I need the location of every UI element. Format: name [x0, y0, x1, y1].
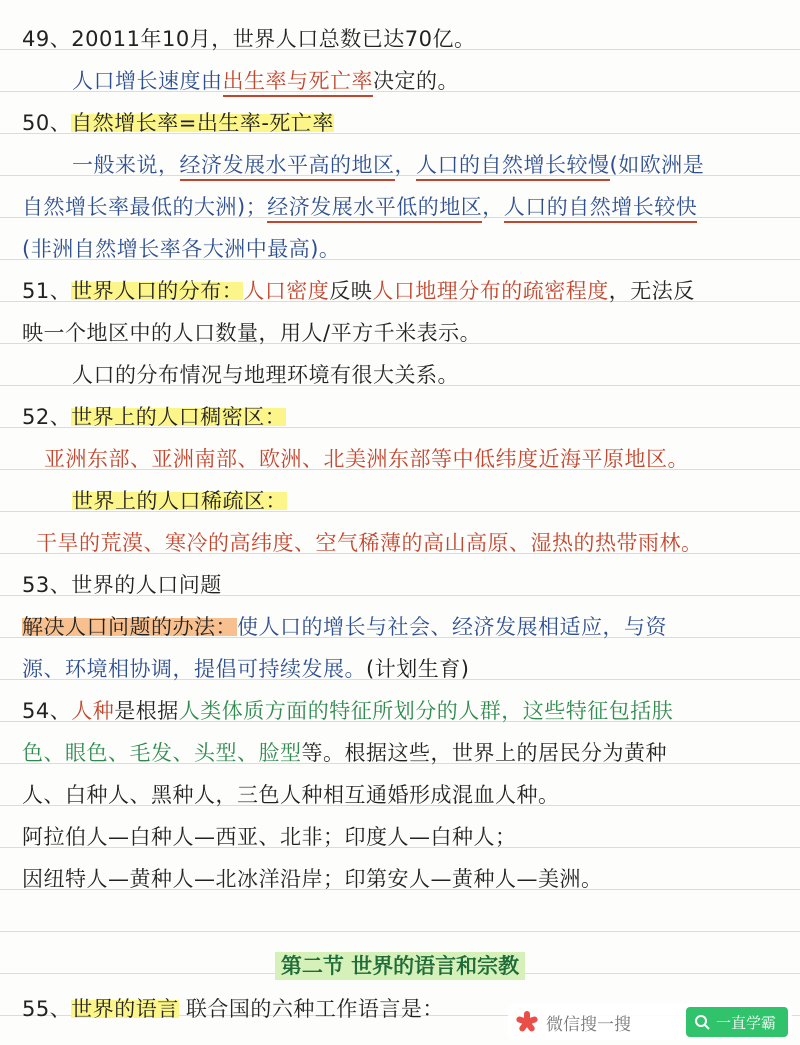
note-line [22, 690, 784, 732]
note-text-segment: 世界人口的分布： [71, 279, 244, 303]
note-text-segment: 一般来说， [72, 153, 180, 177]
note-line [22, 774, 784, 816]
note-line [22, 816, 784, 858]
note-text-segment: 亚洲东部、亚洲南部、欧洲、北美洲东部等中低纬度近海平原地区。 [44, 447, 689, 471]
note-text-segment: 人口地理分布的疏密程度 [372, 279, 609, 303]
section-title-text: 第二节 世界的语言和宗教 [275, 952, 525, 980]
note-text-segment: 是根据 [114, 699, 179, 723]
note-text-segment: 经济发展水平低的地区 [267, 195, 482, 223]
note-text-segment: 人口的自然增长较慢 [416, 153, 610, 181]
note-line [22, 858, 784, 900]
note-line [72, 354, 784, 396]
note-text-segment: 解决人口问题的办法： [22, 615, 237, 639]
note-line [44, 438, 784, 480]
note-text-segment: 联合国的六种工作语言是： [178, 997, 444, 1021]
note-text-segment: ， [394, 153, 416, 177]
note-text-segment: 等。根据这些，世界上的居民分为黄种 [301, 741, 667, 765]
note-text-segment: 人口增长速度由 [72, 69, 223, 93]
note-text-segment: 52、 [22, 405, 72, 429]
watermark-text: 微信搜一搜 [546, 1014, 631, 1035]
watermark-search-label: 一直学霸 [715, 1013, 776, 1032]
note-text-segment: 人口的分布情况与地理环境有很大关系。 [72, 363, 459, 387]
note-text-segment: 出生率与死亡率 [223, 69, 374, 97]
note-text-segment: 因纽特人—黄种人—北冰洋沿岸；印第安人—黄种人—美洲。 [22, 867, 603, 891]
note-line [22, 186, 784, 228]
note-line [22, 732, 784, 774]
note-text-segment: 使人口的增长与社会、经济发展相适应，与资 [237, 615, 667, 639]
wechat-search-logo-icon [516, 1011, 538, 1033]
note-text-segment: 色、眼色、毛发、头型、脸型 [22, 741, 302, 765]
note-text-segment: 映一个地区中的人口数量，用人/平方千米表示。 [22, 321, 482, 345]
note-line [72, 480, 784, 522]
note-text-segment: 自然增长率最低的大洲)； [22, 195, 268, 219]
note-text-segment: ，无法反 [608, 279, 695, 303]
note-text-segment: 53、世界的人口问题 [22, 573, 222, 597]
note-line [22, 648, 784, 690]
note-text-segment: 阿拉伯人—白种人—西亚、北非；印度人—白种人； [22, 825, 517, 849]
note-text-segment: 世界上的人口稀疏区： [72, 489, 287, 513]
note-text-segment: 人种 [71, 699, 115, 723]
wechat-search-watermark [508, 1004, 792, 1040]
note-line [22, 564, 784, 606]
note-line [22, 228, 784, 270]
note-text-segment: 世界上的人口稠密区： [71, 405, 287, 429]
watermark-search-button[interactable] [686, 1007, 788, 1037]
note-line [36, 522, 784, 564]
note-text-segment: 51、 [22, 279, 72, 303]
note-text-segment: ， [482, 195, 504, 219]
search-icon [694, 1014, 710, 1030]
note-text-segment: 干旱的荒漠、寒冷的高纬度、空气稀薄的高山高原、湿热的热带雨林。 [36, 531, 703, 555]
note-text-segment: 人口的自然增长较快 [504, 195, 698, 223]
note-text-segment: 经济发展水平高的地区 [180, 153, 395, 181]
note-text-segment: 49、20011年10月，世界人口总数已达70亿。 [22, 27, 476, 51]
note-line [22, 270, 784, 312]
note-text-segment: 自然增长率=出生率-死亡率 [71, 111, 334, 135]
note-text-segment: (计划生育) [366, 657, 470, 681]
note-text-segment: 人类体质方面的特征所划分的人群，这些特征包括肤 [178, 699, 674, 723]
section-title [0, 946, 800, 986]
note-line [22, 396, 784, 438]
note-text-segment: 世界的语言 [71, 997, 179, 1021]
note-text-segment: 反映 [329, 279, 373, 303]
note-line [22, 102, 784, 144]
note-text-segment: 55、 [22, 997, 72, 1021]
note-text-segment: 源、环境相协调，提倡可持续发展。 [22, 657, 366, 681]
note-line [22, 312, 784, 354]
note-line [72, 60, 784, 102]
note-line [22, 18, 784, 60]
note-text-segment: 决定的。 [373, 69, 459, 93]
note-text-segment: (非洲自然增长率各大洲中最高)。 [22, 237, 341, 261]
note-text-segment: 人口密度 [243, 279, 330, 303]
note-text-segment: 人、白种人、黑种人，三色人种相互通婚形成混血人种。 [22, 783, 560, 807]
note-text-segment: 54、 [22, 699, 72, 723]
note-line [22, 606, 784, 648]
note-text-segment: (如欧洲是 [609, 153, 705, 177]
note-text-segment: 50、 [22, 111, 72, 135]
note-line [72, 144, 784, 186]
